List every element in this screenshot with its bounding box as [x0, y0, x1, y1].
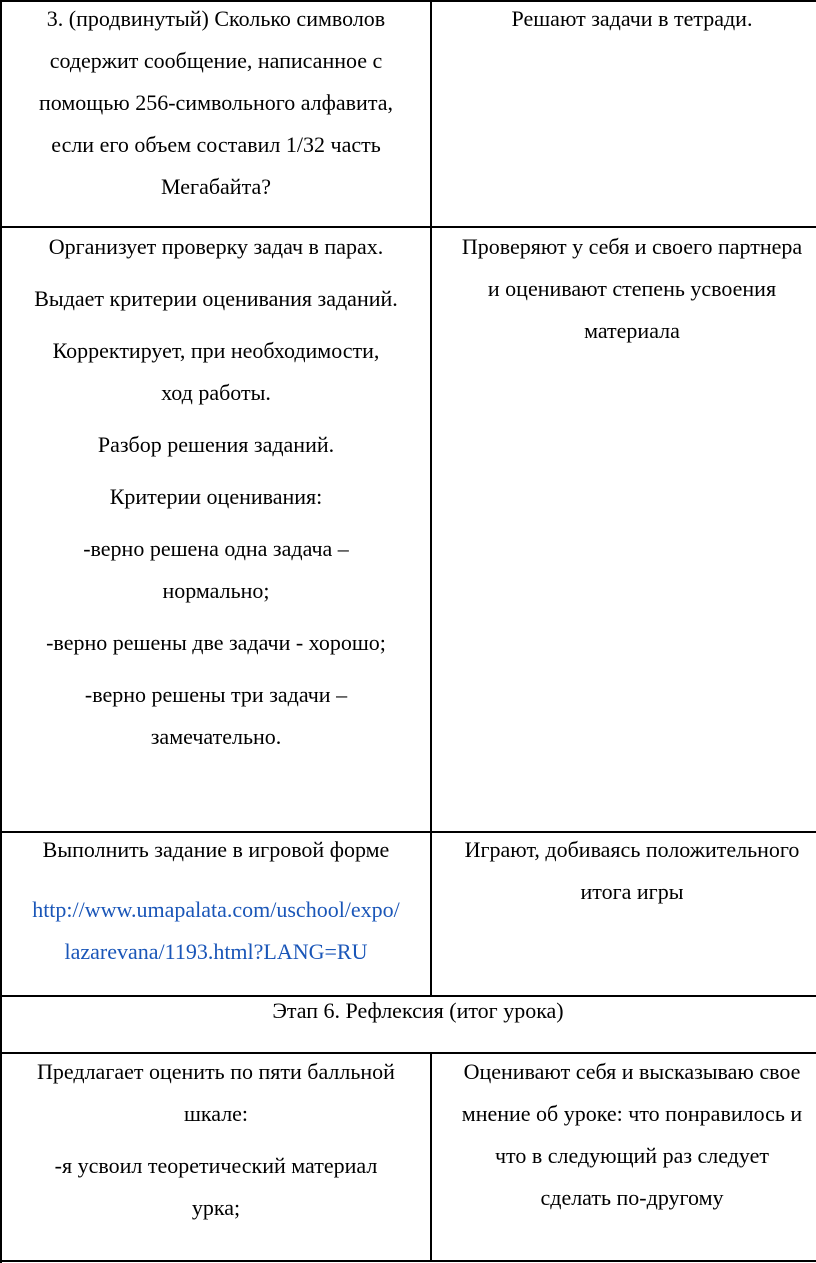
row2-teacher-line: -верно решены две задачи - хорошо;	[46, 630, 386, 655]
row2-teacher-line: Выдает критерии оценивания заданий.	[34, 286, 398, 311]
row2-teacher-line: ход работы.	[161, 380, 271, 405]
row1-teacher-line: 3. (продвинутый) Сколько символов	[46, 6, 386, 31]
row3-students-line: Играют, добиваясь положительного	[464, 837, 800, 862]
row1-students-cell	[432, 0, 816, 40]
row5-students-line: мнение об уроке: что понравилось и	[461, 1101, 803, 1126]
row2-teacher-line: Корректирует, при необходимости,	[52, 338, 380, 363]
row1-teacher-line: если его объем составил 1/32 часть	[51, 132, 381, 157]
row5-students-cell	[432, 1051, 816, 1219]
row2-teacher-line: Разбор решения заданий.	[97, 432, 335, 457]
row5-teacher-line: шкале:	[183, 1101, 249, 1126]
row2-teacher-line: замечательно.	[150, 724, 282, 749]
game-link-line[interactable]: lazarevana/1193.html?LANG=RU	[64, 939, 368, 964]
row2-students-line: Проверяют у себя и своего партнера	[461, 234, 803, 259]
row2-teacher-line: Критерии оценивания:	[109, 484, 323, 509]
row3-teacher-cell	[2, 829, 430, 973]
row5-teacher-cell	[2, 1051, 430, 1229]
row3-students-cell	[432, 829, 816, 913]
row2-teacher-line: нормально;	[162, 578, 270, 603]
table-border-bottom	[0, 1260, 816, 1262]
row5-teacher-line: урка;	[191, 1195, 241, 1220]
row5-teacher-line: -я усвоил теоретический материал	[54, 1153, 378, 1178]
row2-teacher-line: -верно решены три задачи –	[84, 682, 348, 707]
row5-students-line: сделать по-другому	[540, 1185, 724, 1210]
row2-teacher-line: Организует проверку задач в парах.	[48, 234, 384, 259]
row2-students-line: материала	[584, 318, 680, 343]
row1-teacher-line: помощью 256-символьного алфавита,	[39, 90, 393, 115]
row5-students-line: Оценивают себя и высказываю свое	[463, 1059, 801, 1084]
stage-heading: Этап 6. Рефлексия (итог урока)	[272, 998, 564, 1023]
row1-teacher-line: содержит сообщение, написанное с	[49, 48, 383, 73]
row1-teacher-line: Мегабайта?	[161, 174, 271, 199]
stage-heading-cell	[0, 990, 816, 1032]
row3-students-line: итога игры	[580, 879, 684, 904]
row2-students-line: и оценивают степень усвоения	[487, 276, 777, 301]
row1-teacher-cell	[2, 0, 430, 208]
row1-students-line: Решают задачи в тетради.	[511, 6, 753, 31]
game-link-line[interactable]: http://www.umapalata.com/uschool/expo/	[32, 897, 400, 922]
row2-teacher-cell	[2, 226, 430, 758]
row2-students-cell	[432, 226, 816, 352]
row2-teacher-line: -верно решена одна задача –	[83, 536, 349, 561]
row5-students-line: что в следующий раз следует	[494, 1143, 770, 1168]
row3-teacher-line: Выполнить задание в игровой форме	[42, 837, 390, 862]
row5-teacher-line: Предлагает оценить по пяти балльной	[37, 1059, 395, 1084]
